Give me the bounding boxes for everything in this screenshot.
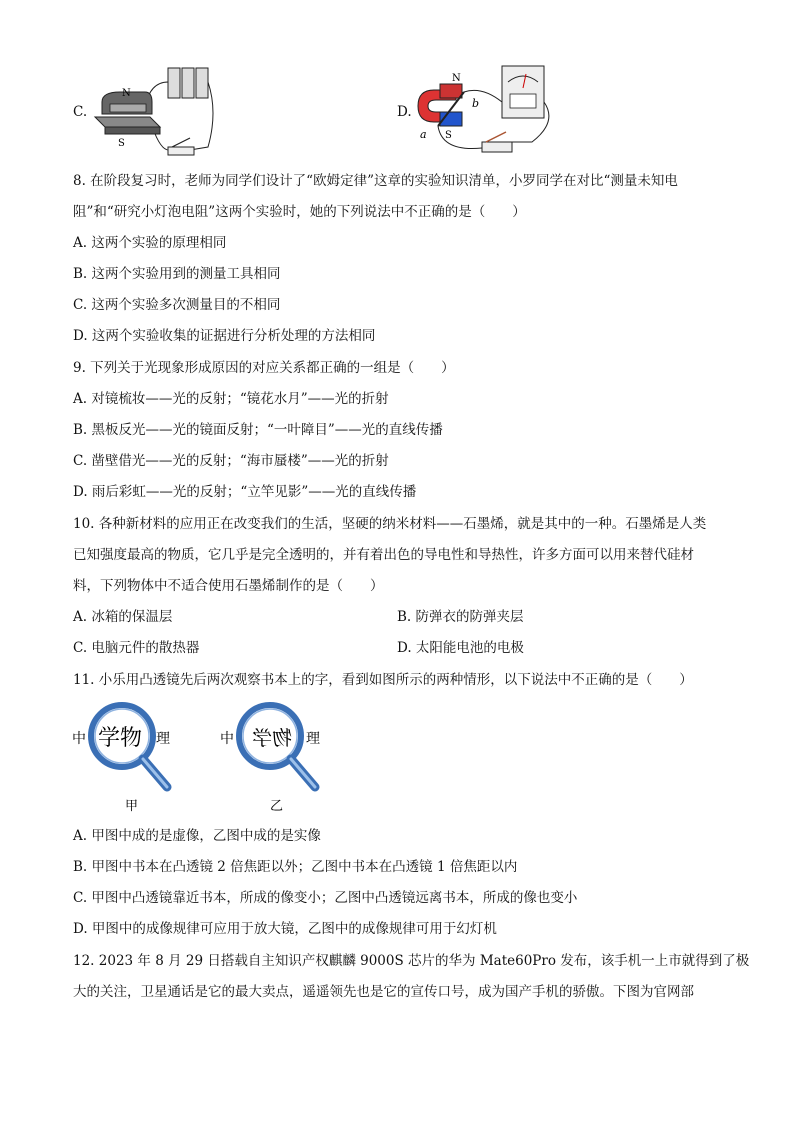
- lens-yi-right-char: 理: [306, 731, 320, 747]
- figure-lens-yi: [218, 702, 338, 818]
- lens-yi-center-text: 物学: [252, 726, 292, 750]
- lens-yi-caption: 乙: [270, 799, 284, 814]
- q10-option-a: A. 冰箱的保温层: [73, 609, 173, 625]
- q9-option-d: D. 雨后彩虹——光的反射；“立竿见影”——光的直线传播: [73, 484, 417, 500]
- figure-lens-jia: [70, 702, 190, 818]
- magnet-c-s: S: [118, 138, 125, 149]
- q10-stem-line1: 10. 各种新材料的应用正在改变我们的生活，坚硬的纳米材料——石墨烯，就是其中的一种。石墨烯是人类: [73, 516, 707, 532]
- q12-stem-line1: 12. 2023 年 8 月 29 日搭载自主知识产权麒麟 9000S 芯片的华为 Mate60Pro 发布，该手机一上市就得到了极: [73, 953, 750, 969]
- q9-option-b: B. 黑板反光——光的镜面反射；“一叶障目”——光的直线传播: [73, 422, 443, 438]
- magnet-c-n: N: [122, 88, 131, 99]
- q8-stem-line1: 8. 在阶段复习时，老师为同学们设计了“欧姆定律”这章的实验知识清单，小罗同学在对比“测量未知电: [73, 173, 678, 189]
- q11-option-c: C. 甲图中凸透镜靠近书本，所成的像变小；乙图中凸透镜远离书本，所成的像也变小: [73, 890, 578, 906]
- figure-option-d: [412, 62, 562, 162]
- q8-option-a: A. 这两个实验的原理相同: [73, 235, 227, 251]
- figure-option-c: [90, 62, 220, 162]
- q11-stem: 11. 小乐用凸透镜先后两次观察书本上的字，看到如图所示的两种情形，以下说法中不正确的是（ ）: [73, 672, 693, 688]
- q10-option-c: C. 电脑元件的散热器: [73, 640, 200, 656]
- q9-option-a: A. 对镜梳妆——光的反射；“镜花水月”——光的折射: [73, 391, 389, 407]
- q10-option-b: B. 防弹衣的防弹夹层: [397, 609, 524, 625]
- option-c-label: C.: [73, 104, 88, 120]
- lens-jia-caption: 甲: [125, 799, 139, 814]
- lens-jia-center-text: 学物: [98, 726, 143, 751]
- q10-stem-line3: 料，下列物体中不适合使用石墨烯制作的是（ ）: [73, 578, 384, 594]
- magnet-d-a: a: [420, 128, 427, 141]
- q8-option-b: B. 这两个实验用到的测量工具相同: [73, 266, 281, 282]
- q9-stem: 9. 下列关于光现象形成原因的对应关系都正确的一组是（ ）: [73, 360, 455, 376]
- magnet-d-b: b: [472, 97, 480, 110]
- q12-stem-line2: 大的关注，卫星通话是它的最大卖点，遥遥领先也是它的宣传口号，成为国产手机的骄傲。下图为官网部: [73, 984, 694, 1000]
- q11-option-d: D. 甲图中的成像规律可应用于放大镜，乙图中的成像规律可用于幻灯机: [73, 921, 497, 937]
- lens-yi-left-char: 中: [220, 731, 234, 747]
- q8-option-c: C. 这两个实验多次测量目的不相同: [73, 297, 281, 313]
- lens-jia-left-char: 中: [72, 731, 86, 747]
- q10-stem-line2: 已知强度最高的物质，它几乎是完全透明的，并有着出色的导电性和导热性，许多方面可以用来替代硅材: [73, 547, 694, 563]
- lens-jia-right-char: 理: [156, 731, 170, 747]
- q8-stem-line2: 阻”和“研究小灯泡电阻”这两个实验时，她的下列说法中不正确的是（ ）: [73, 204, 526, 220]
- magnet-d-n: N: [452, 73, 461, 84]
- q10-option-d: D. 太阳能电池的电极: [397, 640, 524, 656]
- option-d-label: D.: [397, 104, 412, 120]
- q9-option-c: C. 凿壁借光——光的反射；“海市蜃楼”——光的折射: [73, 453, 389, 469]
- q11-option-b: B. 甲图中书本在凸透镜 2 倍焦距以外；乙图中书本在凸透镜 1 倍焦距以内: [73, 859, 518, 875]
- q11-option-a: A. 甲图中成的是虚像，乙图中成的是实像: [73, 828, 321, 844]
- magnet-d-s: S: [445, 130, 452, 141]
- q8-option-d: D. 这两个实验收集的证据进行分析处理的方法相同: [73, 328, 376, 344]
